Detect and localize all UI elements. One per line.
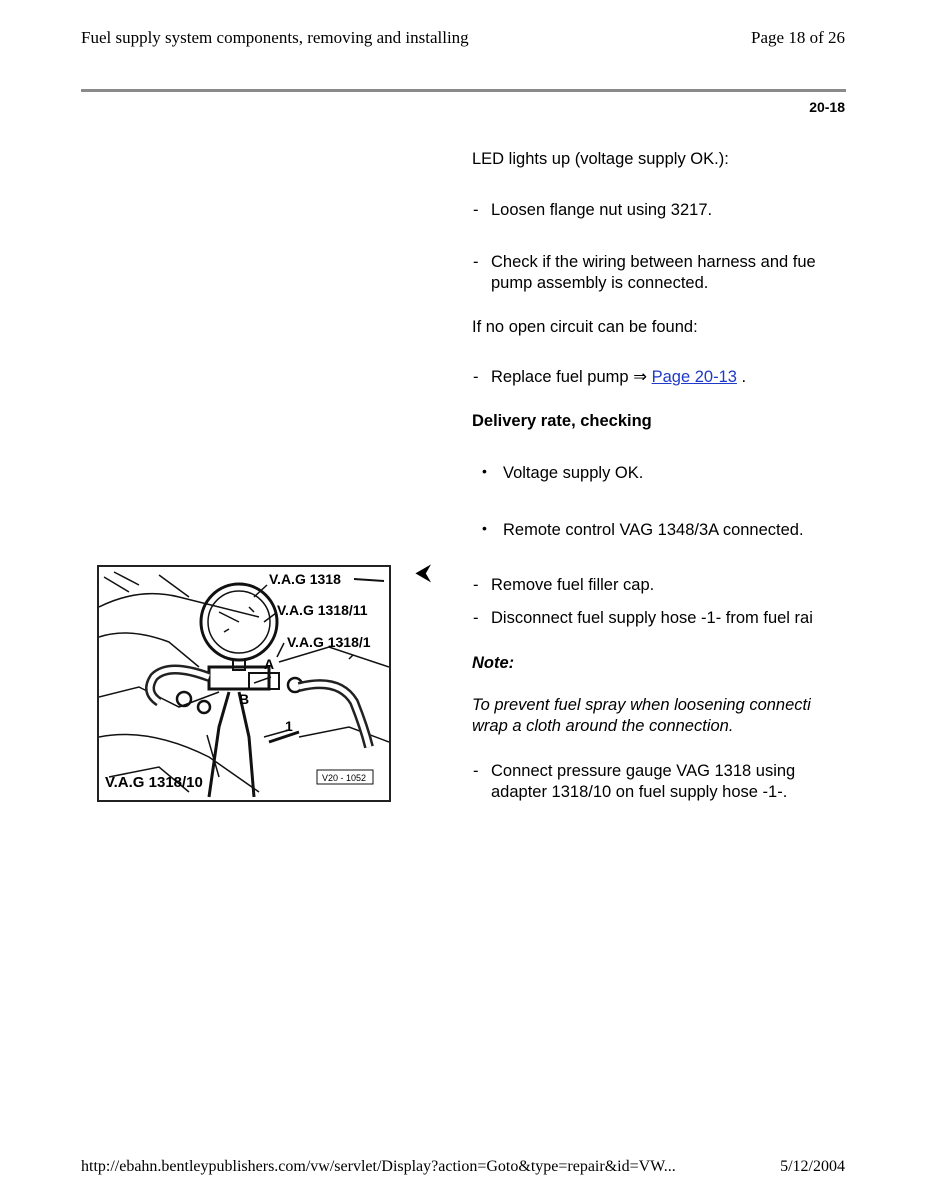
step-text: Loosen flange nut using 3217. xyxy=(491,201,713,219)
bullet-remote-control xyxy=(473,520,847,542)
figure-code: V20 - 1052 xyxy=(322,773,367,783)
bullet-text: Voltage supply OK. xyxy=(503,464,644,482)
section-heading: Delivery rate, checking xyxy=(472,412,652,430)
dash-marker: - xyxy=(473,368,479,386)
step-disconnect-hose xyxy=(473,608,847,630)
period: . xyxy=(741,368,747,386)
footer-date: 5/12/2004 xyxy=(780,1158,845,1175)
label-vag-1318: V.A.G 1318 xyxy=(269,571,341,587)
page-counter: Page 18 of 26 xyxy=(751,28,845,47)
note-text xyxy=(472,695,846,739)
step-replace-pump xyxy=(473,367,847,389)
dash-marker: - xyxy=(473,576,479,594)
page-20-13-link[interactable]: Page 20-13 xyxy=(651,368,737,386)
note-line: To prevent fuel spray when loosening connecti xyxy=(472,696,811,714)
dash-marker: - xyxy=(473,253,479,271)
pressure-gauge-illustration xyxy=(97,565,391,802)
arrow-icon: ⇒ xyxy=(633,368,648,386)
step-remove-cap xyxy=(473,575,847,597)
led-condition-text: LED lights up (voltage supply OK.): xyxy=(472,150,729,168)
label-vag-1318-11: V.A.G 1318/11 xyxy=(277,602,368,618)
step-check-wiring xyxy=(473,252,847,296)
illustration-drawing xyxy=(99,567,389,800)
document-title: Fuel supply system components, removing and installing xyxy=(81,28,469,47)
dash-marker: - xyxy=(473,762,479,780)
label-a: A xyxy=(264,656,275,672)
step-text: Disconnect fuel supply hose -1- from fuel rai xyxy=(491,609,813,627)
footer-url: http://ebahn.bentleypublishers.com/vw/servlet/Display?action=Goto&type=repair&id=VW... xyxy=(81,1158,676,1175)
step-text-continued: pump assembly is connected. xyxy=(491,274,709,292)
label-vag-1318-10: V.A.G 1318/10 xyxy=(105,774,203,791)
dash-marker: - xyxy=(473,201,479,219)
label-b: B xyxy=(239,691,250,707)
step-text: Connect pressure gauge VAG 1318 using xyxy=(491,762,796,780)
step-text: Check if the wiring between harness and fue xyxy=(491,253,816,271)
label-vag-1318-1: V.A.G 1318/1 xyxy=(287,634,371,650)
note-label: Note: xyxy=(472,654,515,672)
step-text-continued: adapter 1318/10 on fuel supply hose -1-. xyxy=(491,783,788,801)
no-open-circuit-text: If no open circuit can be found: xyxy=(472,318,698,336)
bullet-icon: • xyxy=(482,520,487,536)
bullet-voltage-ok xyxy=(473,463,847,485)
step-text: Replace fuel pump xyxy=(491,368,629,386)
step-text: Remove fuel filler cap. xyxy=(491,576,655,594)
step-connect-gauge xyxy=(473,761,847,805)
section-number: 20-18 xyxy=(809,99,845,115)
bullet-text: Remote control VAG 1348/3A connected. xyxy=(503,521,804,539)
label-1: 1 xyxy=(285,718,293,734)
dash-marker: - xyxy=(473,609,479,627)
bullet-icon: • xyxy=(482,463,487,479)
note-line: wrap a cloth around the connection. xyxy=(472,717,734,735)
step-loosen-flange xyxy=(473,200,847,222)
figure-pointer-icon: ⮜ xyxy=(416,562,431,584)
step-text-with-link xyxy=(491,367,746,388)
header-divider xyxy=(81,89,846,92)
